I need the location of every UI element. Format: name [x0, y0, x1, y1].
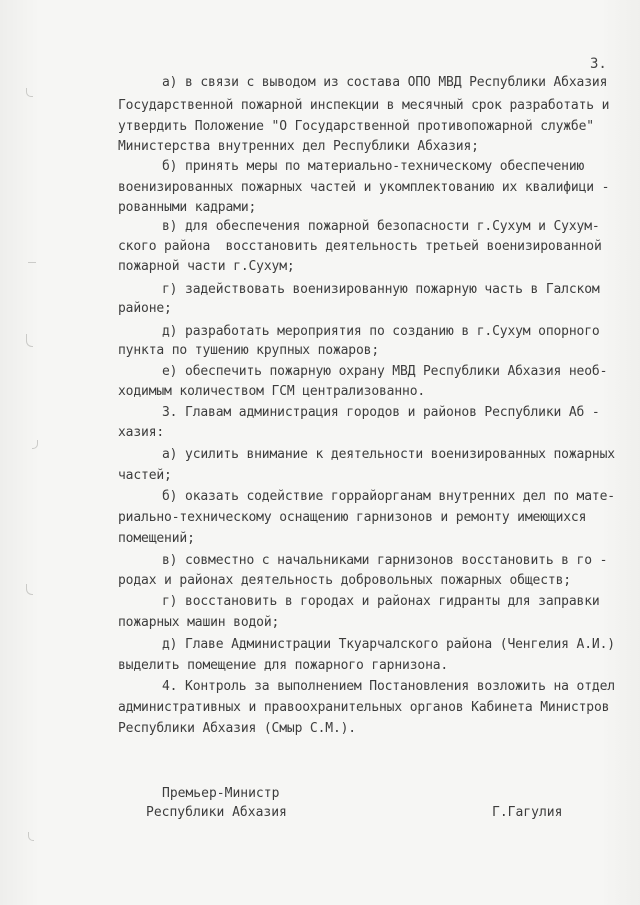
- text-line: 3. Главам администрация городов и районов Республики Аб -: [162, 405, 600, 420]
- page-number: 3.: [590, 56, 607, 72]
- scan-mark: [26, 584, 33, 595]
- text-line: ского района восстановить деятельность третьей военизированной: [118, 239, 602, 254]
- text-line: рованными кадрами;: [118, 200, 257, 215]
- text-line: родах и районах деятельность добровольных пожарных обществ;: [118, 573, 571, 588]
- text-line: частей;: [118, 468, 172, 483]
- scan-mark: [26, 88, 33, 97]
- text-line: Государственной пожарной инспекции в месячный срок разработать и: [118, 98, 610, 113]
- text-line: административных и правоохранительных органов Кабинета Министров: [118, 700, 610, 715]
- signatory-organization: Республики Абхазия: [146, 805, 287, 820]
- scan-mark: [28, 832, 34, 841]
- text-line: хазия:: [118, 425, 165, 440]
- text-line: ходимым количеством ГСМ централизованно.: [118, 384, 426, 399]
- text-line: а) усилить внимание к деятельности военизированных пожарных: [162, 447, 615, 462]
- scan-mark: [32, 440, 38, 449]
- text-line: в) для обеспечения пожарной безопасности г.Сухум и Сухум-: [162, 219, 600, 234]
- text-line: помещений;: [118, 531, 195, 546]
- signatory-name: Г.Гагулия: [492, 805, 563, 820]
- text-line: 4. Контроль за выполнением Постановления возложить на отдел: [162, 679, 615, 694]
- text-line: пожарных машин водой;: [118, 615, 280, 630]
- text-line: е) обеспечить пожарную охрану МВД Республики Абхазия необ-: [162, 364, 608, 379]
- text-line: выделить помещение для пожарного гарнизона.: [118, 658, 449, 673]
- text-line: риально-техническому оснащению гарнизонов и ремонту имеющихся: [118, 510, 587, 525]
- text-line: б) оказать содействие горрайорганам внутренних дел по мате-: [162, 489, 615, 504]
- text-line: б) принять меры по материально-техническому обеспечению: [162, 159, 585, 174]
- text-line: Республики Абхазия (Смыр С.М.).: [118, 721, 356, 736]
- text-line: а) в связи с выводом из состава ОПО МВД Республики Абхазия: [162, 75, 608, 90]
- text-line: г) восстановить в городах и районах гидранты для заправки: [162, 594, 600, 609]
- signatory-title: Премьер-Министр: [162, 786, 280, 801]
- text-line: Министерства внутренних дел Республики Абхазия;: [118, 139, 479, 154]
- text-line: г) задействовать военизированную пожарную часть в Галском: [162, 282, 600, 297]
- text-line: д) разработать мероприятия по созданию в г.Сухум опорного: [162, 324, 600, 339]
- scan-mark: [28, 262, 36, 264]
- text-line: пункта по тушению крупных пожаров;: [118, 343, 380, 358]
- text-line: д) Главе Администрации Ткуарчалского района (Ченгелия А.И.): [162, 637, 615, 652]
- text-line: в) совместно с начальниками гарнизонов восстановить в го -: [162, 553, 608, 568]
- text-line: утвердить Положение "О Государственной противопожарной службе": [118, 119, 594, 134]
- text-line: районе;: [118, 301, 172, 316]
- scan-mark: [26, 334, 33, 347]
- text-line: военизированных пожарных частей и укомплектованию их квалифици -: [118, 180, 610, 195]
- text-line: пожарной части г.Сухум;: [118, 259, 295, 274]
